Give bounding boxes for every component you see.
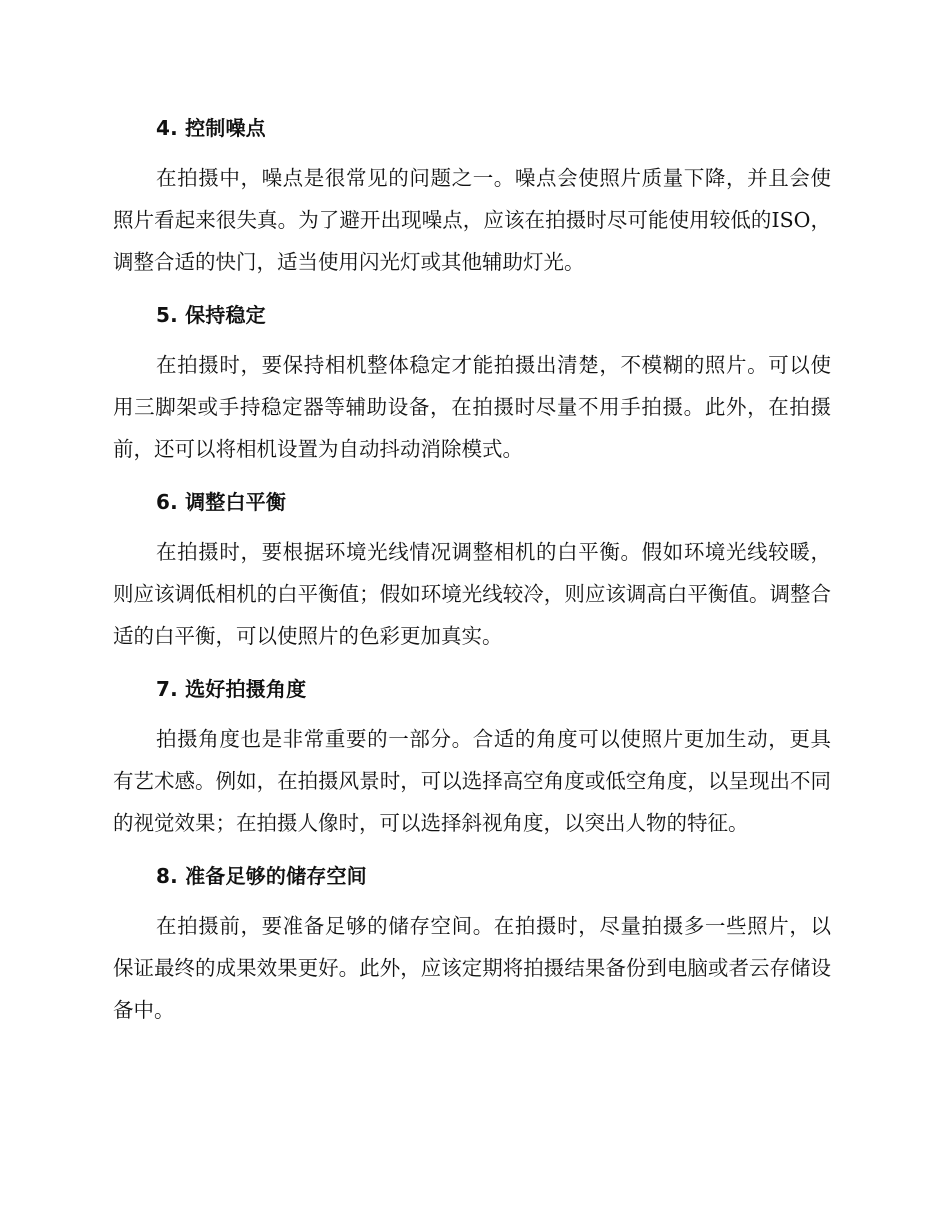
section-heading: 5. 保持稳定: [156, 303, 266, 327]
section-control-noise: [113, 107, 831, 283]
section-heading: 6. 调整白平衡: [156, 490, 287, 514]
section-heading: 7. 选好拍摄角度: [156, 677, 307, 701]
section-paragraph: 拍摄角度也是非常重要的一部分。合适的角度可以使照片更加生动，更具有艺术感。例如，在拍摄风景时，可以选择高空角度或低空角度，以呈现出不同的视觉效果；在拍摄人像时，可以选择斜视角度，以突出人物的特征。: [113, 727, 831, 835]
document-body: [113, 107, 831, 1042]
section-shooting-angle: [113, 668, 831, 844]
section-paragraph: 在拍摄时，要保持相机整体稳定才能拍摄出清楚，不模糊的照片。可以使用三脚架或手持稳定器等辅助设备，在拍摄时尽量不用手拍摄。此外，在拍摄前，还可以将相机设置为自动抖动消除模式。: [113, 353, 831, 461]
section-paragraph: 在拍摄前，要准备足够的储存空间。在拍摄时，尽量拍摄多一些照片，以保证最终的成果效果更好。此外，应该定期将拍摄结果备份到电脑或者云存储设备中。: [113, 914, 831, 1022]
section-paragraph: 在拍摄中，噪点是很常见的问题之一。噪点会使照片质量下降，并且会使照片看起来很失真。为了避开出现噪点，应该在拍摄时尽可能使用较低的ISO，调整合适的快门，适当使用闪光灯或其他辅助灯光。: [113, 166, 831, 274]
section-paragraph: 在拍摄时，要根据环境光线情况调整相机的白平衡。假如环境光线较暖，则应该调低相机的白平衡值；假如环境光线较冷，则应该调高白平衡值。调整合适的白平衡，可以使照片的色彩更加真实。: [113, 540, 831, 648]
section-keep-stable: [113, 294, 831, 470]
section-heading: 8. 准备足够的储存空间: [156, 864, 367, 888]
section-white-balance: [113, 481, 831, 657]
section-storage-space: [113, 855, 831, 1031]
section-heading: 4. 控制噪点: [156, 116, 266, 140]
